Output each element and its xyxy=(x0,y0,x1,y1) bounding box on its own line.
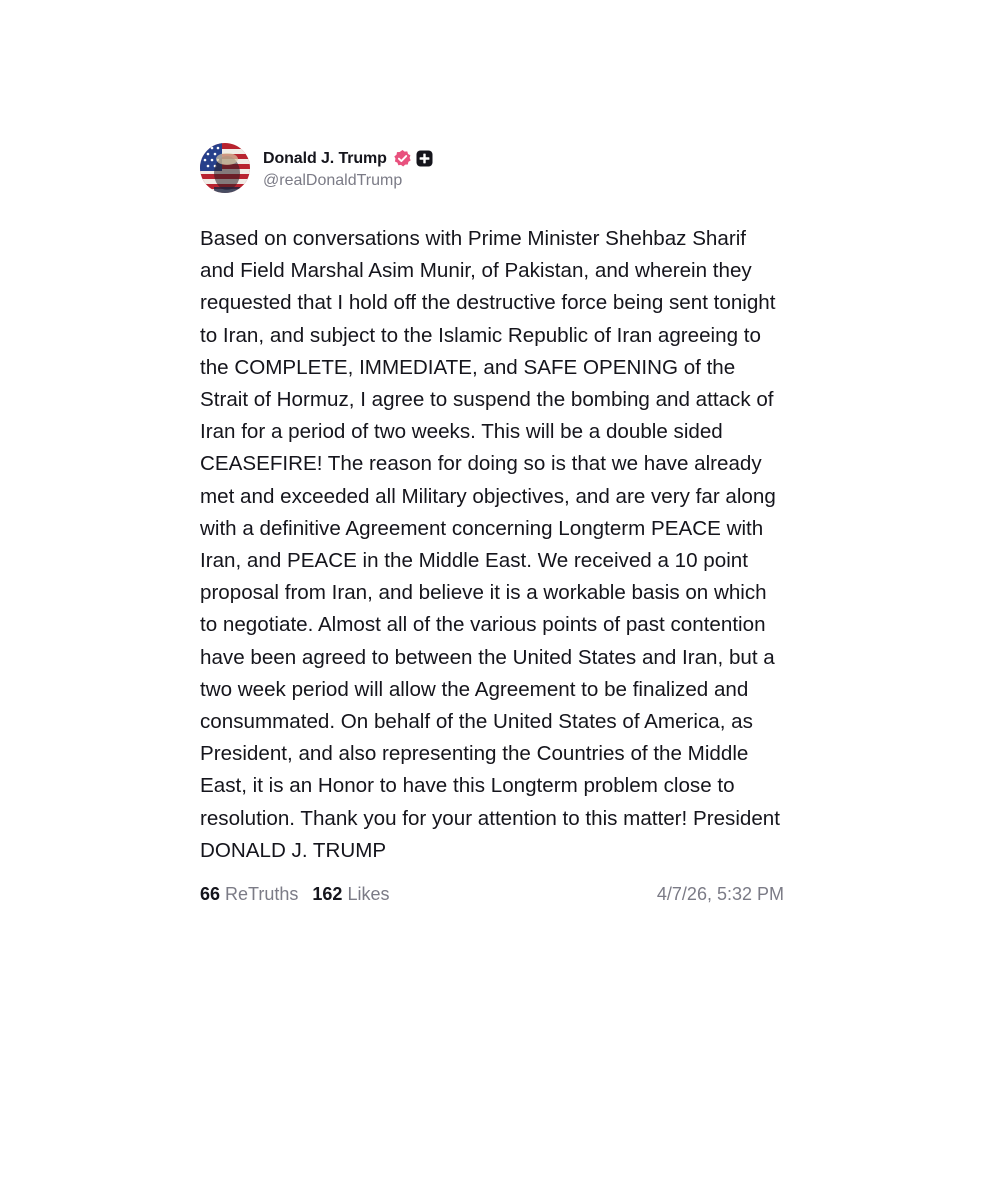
retruths-stat[interactable] xyxy=(200,884,298,905)
post-body-text: Based on conversations with Prime Minister Shehbaz Sharif and Field Marshal Asim Munir, of Pakistan, and wherein they requested that I hold off the destructive force being sent tonight to Iran, and subject to the Islamic Republic of Iran agreeing to the COMPLETE, IMMEDIATE, and SAFE OPENING of the Strait of Hormuz, I agree to suspend the bombing and attack of Iran for a period of two weeks. This will be a double sided CEASEFIRE! The reason for doing so is that we have already met and exceeded all Military objectives, and are very far along with a definitive Agreement concerning Longterm PEACE with Iran, and PEACE in the Middle East. We received a 10 point proposal from Iran, and believe it is a workable basis on which to negotiate. Almost all of the various points of past contention have been agreed to between the United States and Iran, but a two week period will allow the Agreement to be finalized and consummated. On behalf of the United States of America, as President, and also representing the Countries of the Middle East, it is an Honor to have this Longterm problem close to resolution. Thank you for your attention to this matter! President DONALD J. TRUMP xyxy=(200,227,780,862)
avatar-image xyxy=(200,143,250,193)
post-card xyxy=(200,140,784,909)
likes-label: Likes xyxy=(347,883,390,904)
author-identity xyxy=(263,147,433,190)
retruths-label: ReTruths xyxy=(225,883,299,904)
post-footer xyxy=(200,879,784,909)
post-header xyxy=(200,140,784,196)
plus-badge-icon xyxy=(416,150,433,167)
name-row xyxy=(263,147,433,171)
likes-count: 162 xyxy=(312,883,343,904)
avatar[interactable] xyxy=(200,143,250,193)
retruths-count: 66 xyxy=(200,883,221,904)
author-display-name[interactable]: Donald J. Trump xyxy=(263,149,387,167)
likes-stat[interactable] xyxy=(312,884,389,905)
author-handle[interactable]: @realDonaldTrump xyxy=(263,171,403,189)
verified-badge-icon xyxy=(393,149,412,168)
post-timestamp[interactable]: 4/7/26, 5:32 PM xyxy=(656,883,784,904)
